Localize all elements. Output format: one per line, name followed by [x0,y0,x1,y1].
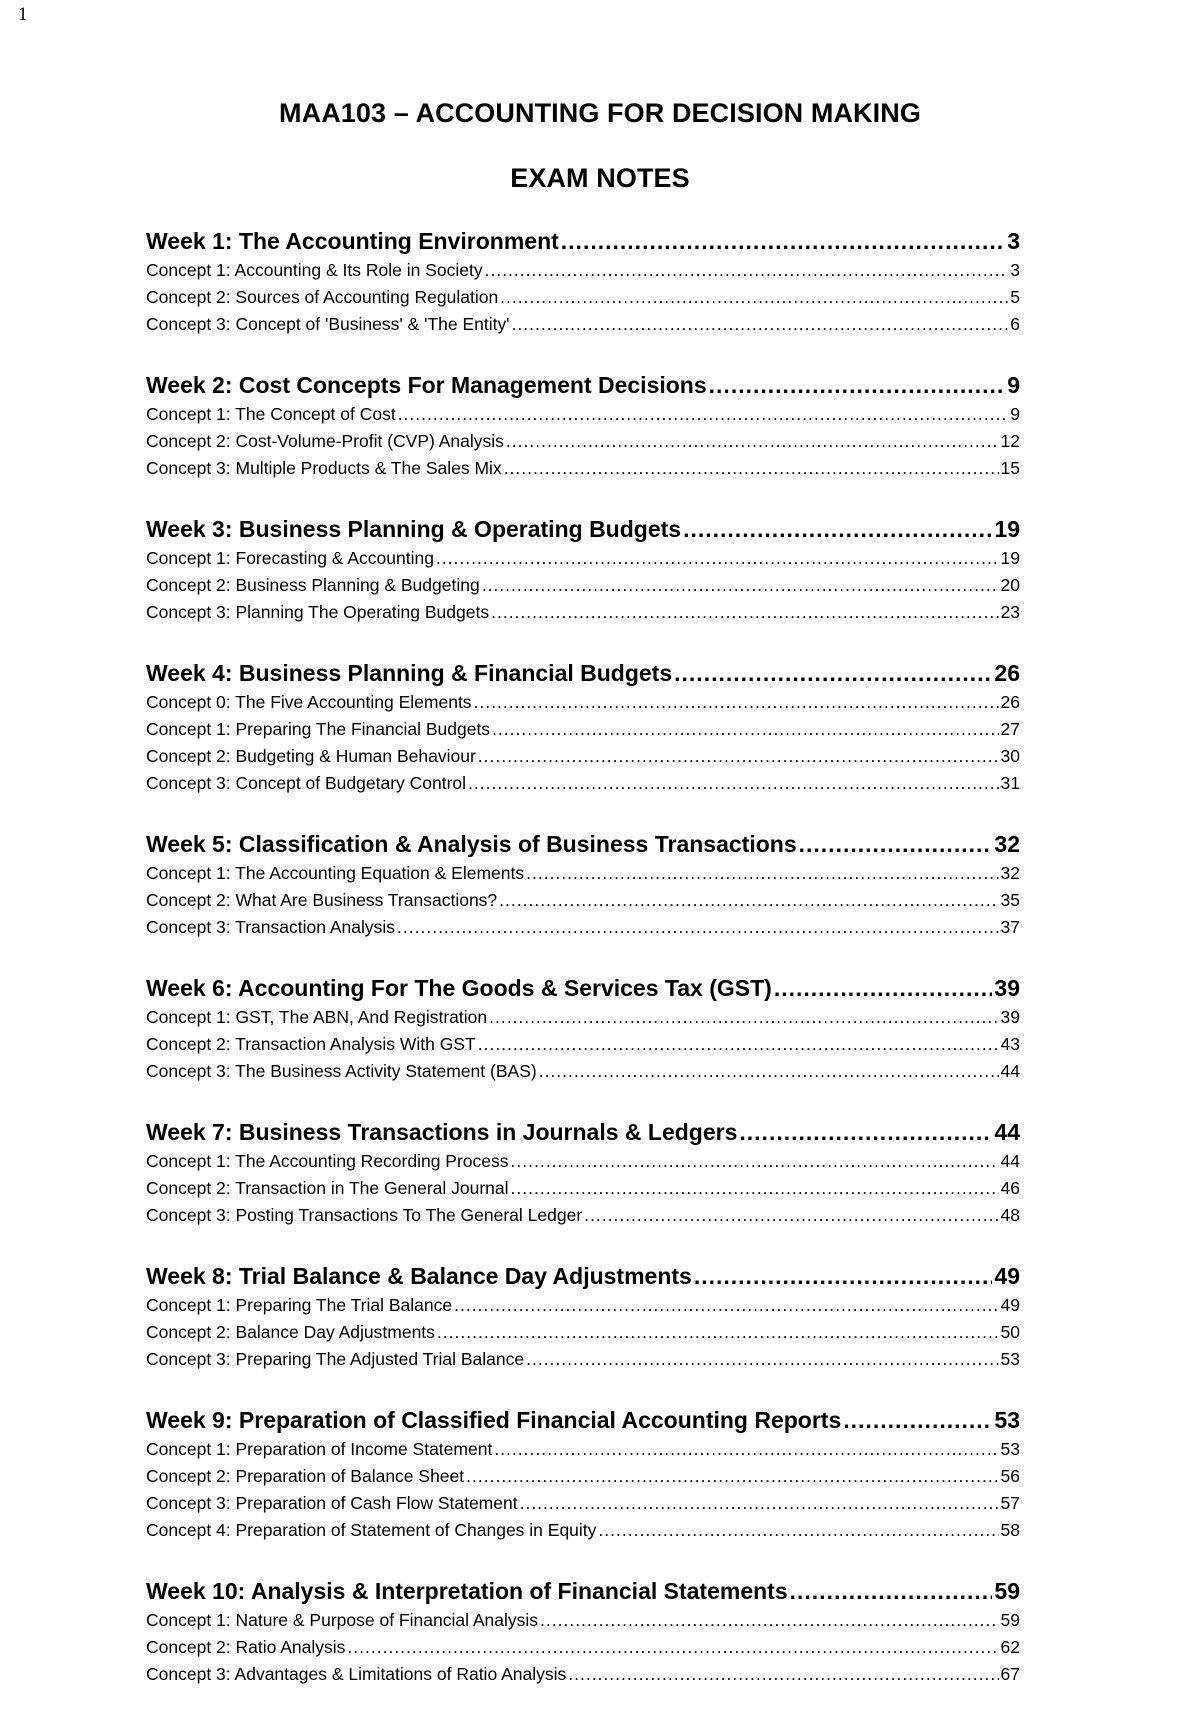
dot-leader [436,545,999,572]
toc-concept-entry-label: Concept 3: Posting Transactions To The General Ledger [146,1205,583,1225]
toc-concept-entry-page: 48 [1000,1205,1020,1225]
dot-leader [539,1058,999,1085]
toc-concept-entry [146,257,1020,284]
dot-leader [468,770,998,797]
toc-concept-entry-page: 44 [1000,1061,1020,1081]
toc-concept-entry-page: 32 [1000,863,1020,883]
toc-concept-entry [146,860,1020,887]
table-of-contents [146,226,1020,1720]
toc-week-heading-label: Week 9: Preparation of Classified Financial Accounting Reports [146,1407,842,1433]
dot-leader [347,1634,998,1661]
toc-week-section [146,973,1020,1085]
toc-concept-entry-page: 49 [1000,1295,1020,1315]
dot-leader [474,689,999,716]
toc-concept-entry [146,1436,1020,1463]
toc-concept-entry-label: Concept 3: Transaction Analysis [146,917,396,937]
dot-leader [482,572,999,599]
toc-week-heading [146,1405,1020,1436]
dot-leader [511,1148,999,1175]
dot-leader [799,829,993,860]
toc-concept-entry-label: Concept 2: Preparation of Balance Sheet [146,1466,465,1486]
toc-concept-entry-page: 15 [1000,458,1020,478]
toc-week-section [146,829,1020,941]
toc-concept-entry-label: Concept 1: Accounting & Its Role in Society [146,260,483,280]
dot-leader [674,658,992,689]
toc-concept-entry-page: 53 [1000,1349,1020,1369]
toc-week-heading-label: Week 5: Classification & Analysis of Business Transactions [146,831,797,857]
toc-concept-entry-label: Concept 3: The Business Activity Statement (BAS) [146,1061,537,1081]
toc-concept-entry-label: Concept 2: Budgeting & Human Behaviour [146,746,476,766]
toc-week-heading-page: 53 [994,1407,1020,1433]
toc-week-heading [146,226,1020,257]
dot-leader [506,428,999,455]
toc-concept-entry-label: Concept 3: Concept of 'Business' & 'The Entity' [146,314,510,334]
toc-concept-entry-label: Concept 2: Balance Day Adjustments [146,1322,435,1342]
toc-concept-entry [146,1175,1020,1202]
toc-concept-entry-label: Concept 3: Multiple Products & The Sales Mix [146,458,502,478]
toc-concept-entry [146,743,1020,770]
toc-week-heading-page: 44 [994,1119,1020,1145]
dot-leader [520,1490,999,1517]
toc-week-heading-label: Week 2: Cost Concepts For Management Decisions [146,372,707,398]
toc-concept-entry-page: 59 [1000,1610,1020,1630]
toc-concept-entry-page: 44 [1000,1151,1020,1171]
toc-concept-entry-label: Concept 1: Preparing The Trial Balance [146,1295,453,1315]
dot-leader [466,1463,998,1490]
toc-concept-entry [146,284,1020,311]
toc-concept-entry-label: Concept 3: Preparation of Cash Flow Statement [146,1493,518,1513]
toc-concept-entry [146,572,1020,599]
toc-concept-entry-page: 9 [1010,404,1020,424]
dot-leader [491,599,998,626]
toc-concept-entry-label: Concept 1: Preparing The Financial Budgets [146,719,491,739]
toc-concept-entry-page: 58 [1000,1520,1020,1540]
toc-concept-entry [146,599,1020,626]
toc-concept-entry-label: Concept 3: Concept of Budgetary Control [146,773,467,793]
toc-concept-entry-page: 46 [1000,1178,1020,1198]
toc-concept-entry [146,401,1020,428]
toc-concept-entry-page: 50 [1000,1322,1020,1342]
toc-concept-entry [146,1346,1020,1373]
dot-leader [494,1436,998,1463]
toc-concept-entry [146,455,1020,482]
dot-leader [709,370,1006,401]
toc-concept-entry-page: 30 [1000,746,1020,766]
dot-leader [512,311,1009,338]
toc-concept-entry [146,1634,1020,1661]
toc-week-heading-label: Week 1: The Accounting Environment [146,228,559,254]
toc-concept-entry [146,1661,1020,1688]
toc-concept-entry [146,770,1020,797]
toc-concept-entry-label: Concept 1: Nature & Purpose of Financial Analysis [146,1610,539,1630]
toc-week-heading [146,829,1020,860]
toc-week-section [146,226,1020,338]
toc-concept-entry-label: Concept 2: Transaction Analysis With GST [146,1034,476,1054]
toc-week-heading-label: Week 10: Analysis & Interpretation of Financial Statements [146,1578,788,1604]
dot-leader [584,1202,998,1229]
toc-concept-entry-label: Concept 2: Cost-Volume-Profit (CVP) Analysis [146,431,504,451]
toc-week-heading [146,973,1020,1004]
toc-week-section [146,658,1020,797]
dot-leader [598,1517,998,1544]
dot-leader [504,455,999,482]
toc-week-heading-label: Week 8: Trial Balance & Balance Day Adjustments [146,1263,692,1289]
toc-concept-entry [146,716,1020,743]
toc-week-section [146,370,1020,482]
toc-concept-entry-page: 56 [1000,1466,1020,1486]
dot-leader [499,887,998,914]
toc-concept-entry [146,311,1020,338]
toc-concept-entry-label: Concept 1: Forecasting & Accounting [146,548,434,568]
toc-concept-entry-page: 35 [1000,890,1020,910]
document-title: MAA103 – ACCOUNTING FOR DECISION MAKING [279,98,921,128]
dot-leader [489,1004,998,1031]
dot-leader [694,1261,993,1292]
toc-concept-entry [146,1490,1020,1517]
toc-concept-entry-page: 39 [1000,1007,1020,1027]
toc-week-heading-page: 39 [994,975,1020,1001]
toc-concept-entry-label: Concept 0: The Five Accounting Elements [146,692,472,712]
dot-leader [568,1661,998,1688]
dot-leader [511,1175,999,1202]
toc-concept-entry [146,1319,1020,1346]
toc-week-section [146,1261,1020,1373]
toc-week-section [146,1117,1020,1229]
dot-leader [561,226,1005,257]
toc-concept-entry-label: Concept 1: The Concept of Cost [146,404,396,424]
dot-leader [790,1576,993,1607]
toc-concept-entry-label: Concept 2: What Are Business Transactions? [146,890,498,910]
toc-concept-entry [146,1148,1020,1175]
page-number: 1 [18,4,28,25]
toc-week-section [146,514,1020,626]
toc-concept-entry-label: Concept 3: Advantages & Limitations of Ratio Analysis [146,1664,567,1684]
toc-concept-entry-label: Concept 3: Planning The Operating Budgets [146,602,490,622]
dot-leader [526,1346,998,1373]
toc-concept-entry-label: Concept 1: Preparation of Income Statement [146,1439,493,1459]
toc-week-heading-page: 9 [1007,372,1020,398]
toc-concept-entry-page: 23 [1000,602,1020,622]
dot-leader [526,860,998,887]
toc-concept-entry-page: 43 [1000,1034,1020,1054]
toc-concept-entry [146,1004,1020,1031]
toc-concept-entry-page: 6 [1010,314,1020,334]
dot-leader [437,1319,999,1346]
dot-leader [397,914,999,941]
dot-leader [500,284,1008,311]
toc-week-heading-label: Week 6: Accounting For The Goods & Services Tax (GST) [146,975,772,1001]
toc-concept-entry [146,1058,1020,1085]
toc-concept-entry-label: Concept 1: The Accounting Equation & Elements [146,863,525,883]
toc-week-heading-label: Week 3: Business Planning & Operating Budgets [146,516,682,542]
toc-week-section [146,1576,1020,1688]
dot-leader [398,401,1009,428]
toc-week-heading-label: Week 4: Business Planning & Financial Budgets [146,660,673,686]
dot-leader [774,973,993,1004]
toc-week-heading-page: 3 [1007,228,1020,254]
toc-concept-entry-page: 26 [1000,692,1020,712]
dot-leader [454,1292,998,1319]
toc-concept-entry [146,1517,1020,1544]
dot-leader [478,743,999,770]
toc-concept-entry-label: Concept 2: Ratio Analysis [146,1637,346,1657]
toc-concept-entry [146,1202,1020,1229]
toc-week-heading-page: 32 [994,831,1020,857]
toc-week-heading [146,370,1020,401]
toc-concept-entry-page: 20 [1000,575,1020,595]
toc-concept-entry-label: Concept 3: Preparing The Adjusted Trial Balance [146,1349,525,1369]
toc-concept-entry-page: 27 [1000,719,1020,739]
toc-week-heading-page: 26 [994,660,1020,686]
toc-concept-entry [146,689,1020,716]
toc-concept-entry [146,428,1020,455]
dot-leader [683,514,992,545]
dot-leader [540,1607,999,1634]
toc-week-heading [146,514,1020,545]
dot-leader [843,1405,992,1436]
dot-leader [492,716,998,743]
toc-week-heading-page: 19 [994,516,1020,542]
toc-concept-entry-label: Concept 1: GST, The ABN, And Registration [146,1007,488,1027]
toc-concept-entry-page: 3 [1010,260,1020,280]
toc-concept-entry [146,1031,1020,1058]
toc-week-heading [146,1261,1020,1292]
toc-week-heading [146,1576,1020,1607]
toc-concept-entry-page: 67 [1000,1664,1020,1684]
toc-week-heading-page: 59 [994,1578,1020,1604]
toc-concept-entry-page: 62 [1000,1637,1020,1657]
dot-leader [739,1117,992,1148]
toc-concept-entry [146,1463,1020,1490]
toc-concept-entry-page: 57 [1000,1493,1020,1513]
toc-concept-entry [146,1607,1020,1634]
toc-concept-entry-page: 5 [1010,287,1020,307]
toc-concept-entry-page: 31 [1000,773,1020,793]
toc-concept-entry-label: Concept 1: The Accounting Recording Process [146,1151,509,1171]
toc-concept-entry [146,887,1020,914]
toc-concept-entry [146,914,1020,941]
toc-concept-entry [146,545,1020,572]
toc-concept-entry-label: Concept 2: Transaction in The General Journal [146,1178,509,1198]
toc-week-heading-page: 49 [994,1263,1020,1289]
toc-week-section [146,1405,1020,1544]
toc-week-heading [146,1117,1020,1148]
toc-concept-entry-page: 19 [1000,548,1020,568]
toc-concept-entry-page: 12 [1000,431,1020,451]
toc-concept-entry-page: 37 [1000,917,1020,937]
toc-week-heading-label: Week 7: Business Transactions in Journals & Ledgers [146,1119,738,1145]
document-subtitle: EXAM NOTES [510,163,690,193]
toc-concept-entry-label: Concept 4: Preparation of Statement of Changes in Equity [146,1520,597,1540]
dot-leader [478,1031,999,1058]
toc-week-heading [146,658,1020,689]
toc-concept-entry-page: 53 [1000,1439,1020,1459]
toc-concept-entry-label: Concept 2: Sources of Accounting Regulation [146,287,499,307]
dot-leader [485,257,1009,284]
toc-concept-entry-label: Concept 2: Business Planning & Budgeting [146,575,480,595]
toc-concept-entry [146,1292,1020,1319]
